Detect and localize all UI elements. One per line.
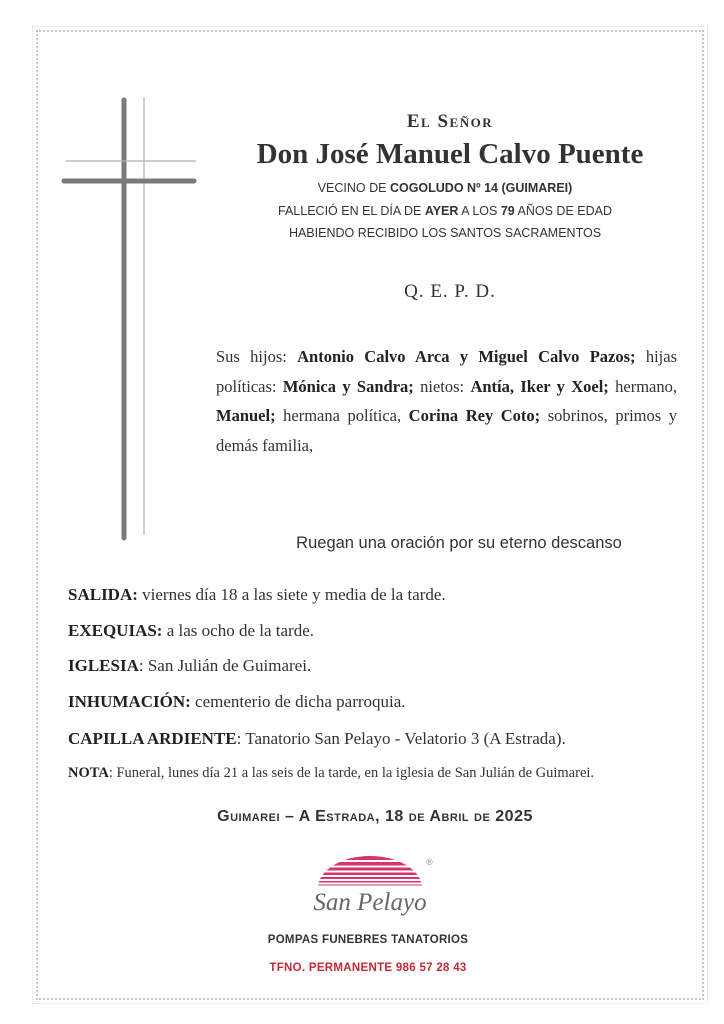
event-iglesia: IGLESIA: San Julián de Guimarei. bbox=[68, 656, 312, 675]
deceased-title: El Señor bbox=[406, 111, 494, 132]
prayer-line: Ruegan una oración por su eterno descanso bbox=[296, 534, 622, 552]
deceased-name: Don José Manuel Calvo Puente bbox=[256, 138, 644, 170]
qepd: Q. E. P. D. bbox=[404, 281, 496, 302]
residence-line: VECINO DE COGOLUDO Nº 14 (GUIMAREI) bbox=[317, 181, 573, 195]
family-paragraph: Sus hijos: Antonio Calvo Arca y Miguel Calvo Pazos; hijas políticas: Mónica y Sandra; nietos: Antía, Iker y Xoel; hermano, Manuel; hermana política, Corina Rey Coto; sobrinos, primos y demás familia, bbox=[216, 347, 678, 455]
phone-number: TFNO. PERMANENTE 986 57 28 43 bbox=[269, 962, 467, 974]
dateline: Guimarei – A Estrada, 18 de Abril de 2025 bbox=[217, 808, 533, 825]
event-salida: SALIDA: viernes día 18 a las siete y media de la tarde. bbox=[68, 585, 446, 604]
funeral-note: NOTA: Funeral, lunes día 21 a las seis de la tarde, en la iglesia de San Julián de Guimarei. bbox=[68, 765, 595, 781]
event-exequias: EXEQUIAS: a las ocho de la tarde. bbox=[68, 621, 314, 640]
sacraments-line: HABIENDO RECIBIDO LOS SANTOS SACRAMENTOS bbox=[288, 226, 602, 240]
registered-mark: ® bbox=[426, 857, 433, 867]
logo-text: San Pelayo bbox=[313, 889, 427, 916]
event-inhumacion: INHUMACIÓN: cementerio de dicha parroquia. bbox=[68, 692, 406, 711]
death-line: FALLECIÓ EN EL DÍA DE AYER A LOS 79 AÑOS DE EDAD bbox=[278, 204, 612, 218]
event-capilla-ardiente: CAPILLA ARDIENTE: Tanatorio San Pelayo - Velatorio 3 (A Estrada). bbox=[68, 729, 566, 748]
company-tagline: POMPAS FUNEBRES TANATORIOS bbox=[267, 934, 469, 946]
san-pelayo-logo bbox=[290, 850, 450, 925]
